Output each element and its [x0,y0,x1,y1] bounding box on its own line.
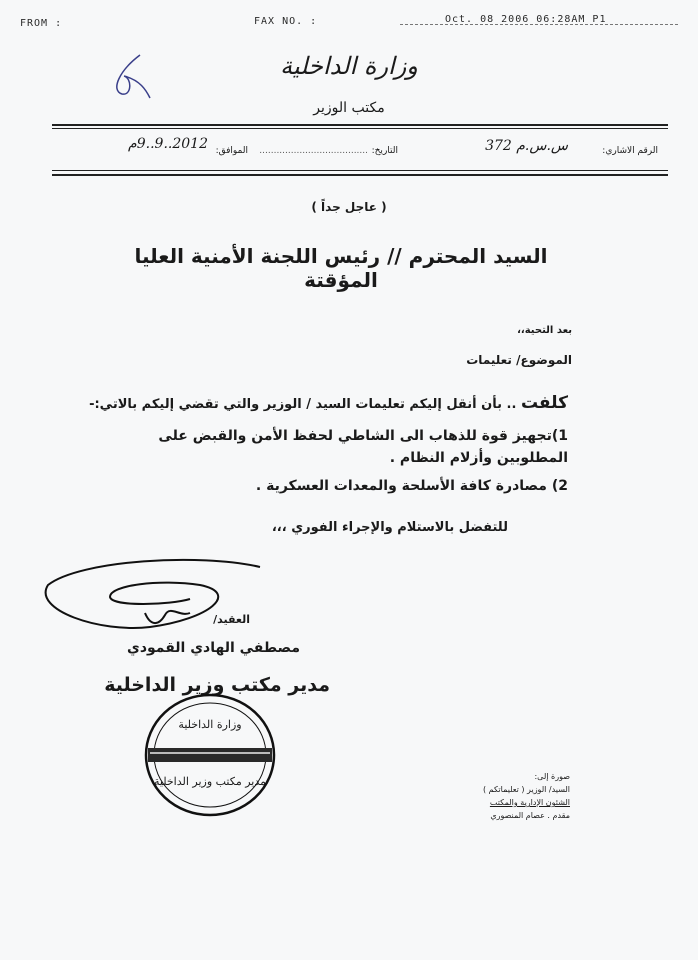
instruction-item-1: 1)تجهيز قوة للذهاب الى الشاطي لحفظ الأمن والقبض على المطلوبين وأزلام النظام . [158,428,568,466]
signatory-rank: العقيد/ [213,613,250,626]
fax-number-label: FAX NO. : [254,16,318,27]
signature-scribble-icon [40,555,270,645]
subject-line: الموضوع/ تعليمات [466,353,572,367]
fax-timestamp: Oct. 08 2006 06:28AM P1 [445,14,607,25]
reference-label: الرقم الاشاري: [602,146,658,156]
signatory-position: مدير مكتب وزير الداخلية [104,674,330,696]
office-subtitle: مكتب الوزير [313,100,385,116]
cc-line-2: الشئون الإدارية والمكتب [489,798,570,807]
intro-text: .. بأن أنقل إليكم تعليمات السيد / الوزير والتي تقضي إليكم بالاتي:- [89,397,521,412]
greeting: بعد التحية،، [517,325,572,336]
fax-from-label: FROM : [20,18,63,29]
stamp-bottom-text: مدير مكتب وزير الداخلية [153,775,267,788]
header-divider-top-thin [52,128,668,129]
reference-row [52,138,668,166]
date-label: التاريخ: [371,146,398,156]
urgency-label: ( عاجل جداً ) [311,200,387,214]
instruction-item-2: 2) مصادرة كافة الأسلحة والمعدات العسكرية . [255,478,568,494]
fax-header-rule [400,24,678,25]
intro-paragraph [89,393,568,413]
reference-number: س.س.م 372 [485,138,568,154]
cc-title: صورة إلى: [534,772,570,781]
corresponding-label: الموافق: [215,146,248,156]
cc-line-1: السيد/ الوزير ( تعليماتكم ) [483,785,570,794]
signatory-name: مصطفي الهادي القمودي [127,640,300,656]
corresponding-date: 2012..9..9م [128,136,208,152]
intro-keyword: كلفت [520,393,568,413]
header-divider-top [52,124,668,126]
cc-line-3: مقدم . عصام المنصوري [490,811,570,820]
date-value: ...................................... [259,146,368,156]
closing-line: للتفضل بالاستلام والإجراء الفوري ،،، [271,520,508,535]
header-divider-bottom-thick [52,174,668,176]
stamp-top-text: وزارة الداخلية [178,718,242,731]
addressee-line: السيد المحترم // رئيس اللجنة الأمنية العليا المؤقتة [134,244,548,292]
official-stamp-icon [140,690,280,820]
cc-block [450,770,570,822]
ministry-title: وزارة الداخلية [280,52,418,80]
header-divider-bottom [52,170,668,171]
